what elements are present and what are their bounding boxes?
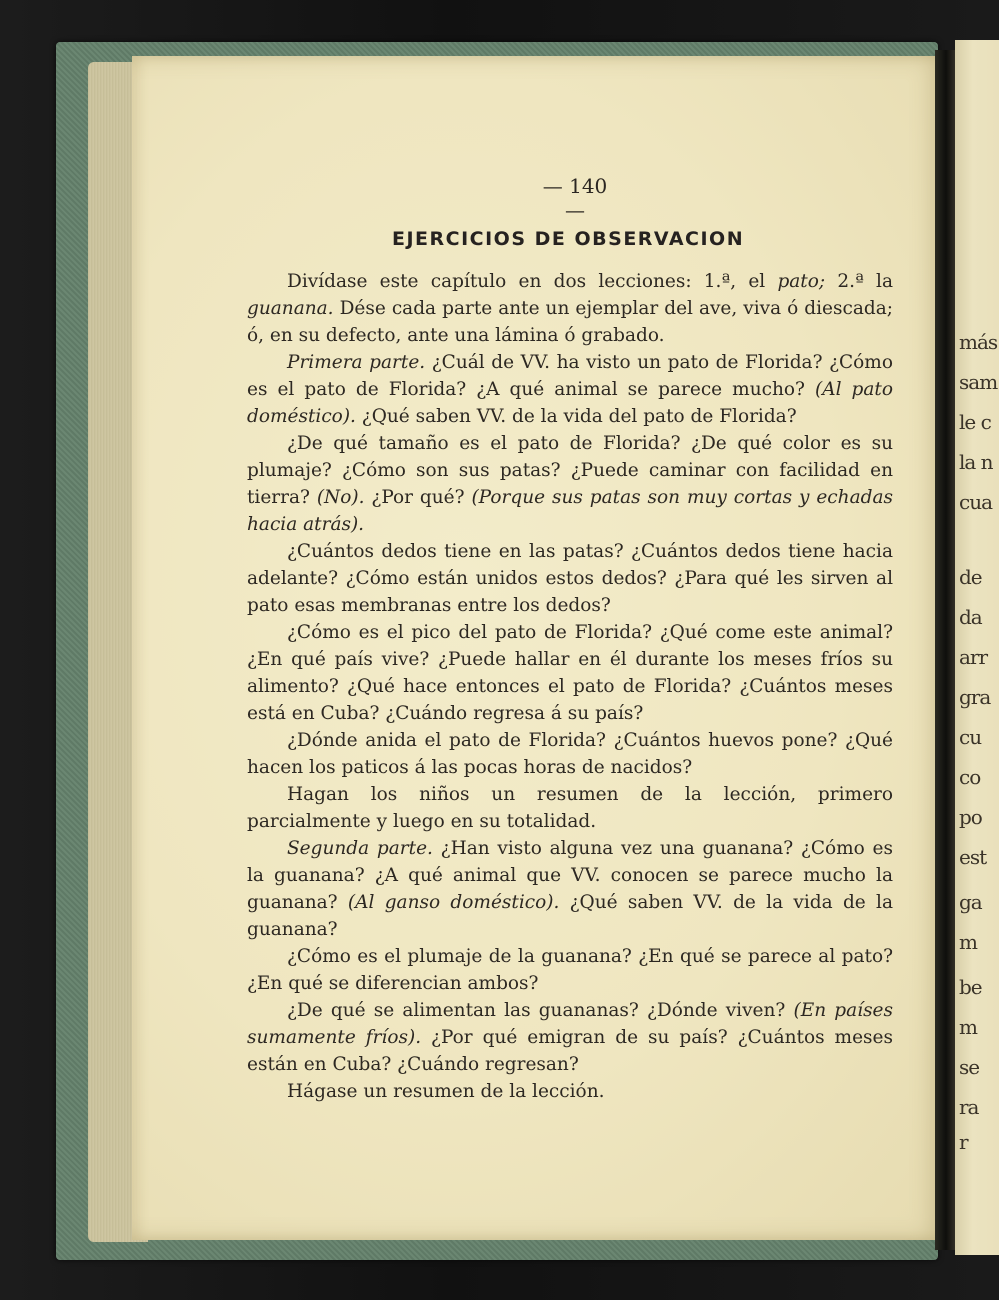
next-page-fragment: r: [959, 1130, 968, 1154]
text-span: Hagan los niños un resumen de la lección, primero parcialmente y luego en su totalidad.: [247, 784, 893, 832]
next-page-edge: [955, 40, 999, 1255]
italic-span: (No).: [316, 487, 365, 508]
paragraph: [247, 268, 893, 349]
next-page-fragment: cua: [959, 490, 993, 514]
paragraph: [247, 943, 893, 997]
body-text: [247, 268, 893, 1105]
text-span: Hágase un resumen de la lección.: [287, 1081, 605, 1102]
text-span: Dése cada parte ante un ejemplar del ave, viva ó diescada; ó, en su defecto, ante una lámina ó grabado.: [247, 298, 893, 346]
paragraph: [247, 619, 893, 727]
text-span: Divídase este capítulo en dos lecciones: 1.ª, el: [287, 271, 778, 292]
next-page-fragment: se: [959, 1055, 980, 1079]
next-page-fragment: de: [959, 565, 982, 589]
text-span: ¿Cuántos dedos tiene en las patas? ¿Cuántos dedos tiene hacia adelante? ¿Cómo están unidos estos dedos? ¿Para qué les sirven al pato esas membranas entre los dedos?: [247, 541, 893, 616]
book-gutter: [935, 50, 957, 1250]
text-span: ¿Cómo es el pico del pato de Florida? ¿Qué come este animal? ¿En qué país vive? ¿Puede hallar en él durante los meses fríos su alimento? ¿Qué hace entonces el pato de Florida? ¿Cuántos meses está en Cuba? ¿Cuándo regresa á su país?: [247, 622, 893, 724]
text-span: 2.ª la: [825, 271, 893, 292]
italic-span: guanana.: [247, 298, 334, 319]
text-span: ¿De qué se alimentan las guananas? ¿Dónde viven?: [287, 1000, 794, 1021]
next-page-fragment: gra: [959, 685, 991, 709]
text-span: ¿Han visto alguna vez una guanana? ¿Cómo es la guanana? ¿A qué animal que VV. conocen se parece mucho la guanana?: [247, 838, 893, 913]
next-page-fragment: cu: [959, 725, 982, 749]
next-page-fragment: más: [959, 330, 998, 354]
italic-span: pato;: [777, 271, 826, 292]
italic-span: (En países sumamente fríos).: [247, 1000, 894, 1048]
paragraph: [247, 538, 893, 619]
next-page-fragment: po: [959, 805, 982, 829]
next-page-fragment: la n: [959, 450, 993, 474]
text-span: ¿Qué saben VV. de la vida del pato de Florida?: [355, 406, 797, 427]
text-span: ¿Dónde anida el pato de Florida? ¿Cuántos huevos pone? ¿Qué hacen los paticos á las pocas horas de nacidos?: [247, 730, 893, 778]
next-page-fragment: m: [959, 1015, 977, 1039]
next-page-fragment: arr: [959, 645, 988, 669]
text-span: ¿Cuál de VV. ha visto un pato de Florida? ¿Cómo es el pato de Florida? ¿A qué animal se parece mucho?: [247, 352, 893, 400]
next-page-fragment: ra: [959, 1095, 979, 1119]
next-page-fragment: ga: [959, 890, 982, 914]
paragraph: [247, 349, 893, 430]
next-page-fragment: sam: [959, 370, 998, 394]
italic-span: (Al ganso doméstico).: [347, 892, 560, 913]
italic-span: Segunda parte.: [287, 838, 433, 859]
paragraph: [247, 781, 893, 835]
next-page-fragment: le c: [959, 410, 991, 434]
page-number: — 140 —: [542, 174, 608, 222]
italic-span: Primera parte.: [287, 352, 426, 373]
paragraph: [247, 835, 893, 943]
text-span: ¿De qué tamaño es el pato de Florida? ¿De qué color es su plumaje? ¿Cómo son sus patas? ¿Puede caminar con facilidad en tierra?: [247, 433, 893, 508]
text-span: ¿Cómo es el plumaje de la guanana? ¿En qué se parece al pato? ¿En qué se diferencian ambos?: [247, 946, 893, 994]
text-span: ¿Por qué?: [364, 487, 472, 508]
paragraph: [247, 1078, 893, 1105]
text-span: ¿Qué saben VV. de la vida de la guanana?: [247, 892, 893, 940]
italic-span: (Porque sus patas son muy cortas y echadas hacia atrás).: [247, 487, 893, 535]
paragraph: [247, 997, 893, 1078]
paragraph: [247, 727, 893, 781]
next-page-fragment: est: [959, 845, 987, 869]
next-page-fragment: m: [959, 930, 977, 954]
text-span: ¿Por qué emigran de su país? ¿Cuántos meses están en Cuba? ¿Cuándo regresan?: [247, 1027, 893, 1075]
next-page-fragment: da: [959, 605, 982, 629]
paragraph: [247, 430, 893, 538]
next-page-fragment: co: [959, 765, 981, 789]
italic-span: (Al pato doméstico).: [247, 379, 893, 427]
next-page-fragment: be: [959, 975, 982, 999]
section-title: EJERCICIOS DE OBSERVACION: [392, 228, 745, 250]
